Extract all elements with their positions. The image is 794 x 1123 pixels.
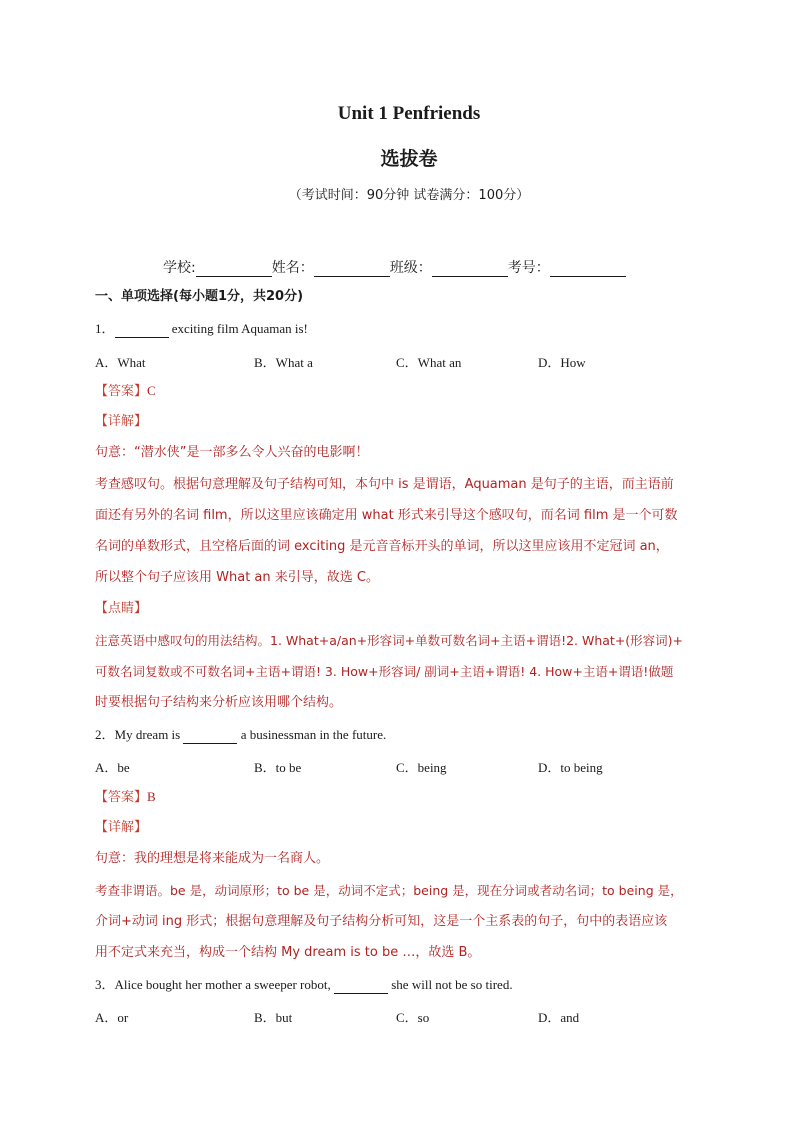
name-blank: [314, 262, 390, 277]
q2-option-d: D．to being: [538, 760, 603, 775]
exam-no-blank: [550, 262, 626, 277]
q2-detail-tag: 【详解】: [95, 820, 148, 835]
q1-option-d: D．How: [538, 355, 586, 370]
q2-option-a: A．be: [95, 760, 130, 775]
q1-translation: 句意：“潜水侠”是一部多么令人兴奋的电影啊！: [95, 445, 369, 460]
q1-detail-tag: 【详解】: [95, 414, 148, 429]
class-blank: [432, 262, 508, 277]
q1-tip-line: 时要根据句子结构来分析应该用哪个结构。: [95, 695, 343, 710]
q1-tip-tag: 【点睛】: [95, 601, 148, 616]
answer-blank: [115, 324, 169, 338]
question-text: Alice bought her mother a sweeper robot,: [114, 977, 334, 992]
q2-explanation-line: 考查非谓语。be 是，动词原形；to be 是，动词不定式；being 是，现在分词或者动名词；to being 是，: [95, 883, 683, 898]
q2-explanation-line: 介词+动词 ing 形式；根据句意理解及句子结构分析可知，这是一个主系表的句子，句中的表语应该: [95, 914, 668, 929]
question-number: 2．: [95, 727, 115, 742]
school-blank: [196, 262, 272, 277]
answer-tag: 【答案】: [95, 790, 148, 805]
q1-option-b: B．What a: [254, 355, 313, 370]
q3-option-d: D．and: [538, 1010, 580, 1025]
question-text: exciting film Aquaman is!: [168, 321, 308, 336]
q2-option-b: B．to be: [254, 760, 302, 775]
question-1: [95, 320, 308, 338]
name-label: 姓名：: [271, 260, 314, 276]
question-2: [95, 726, 386, 744]
q2-option-c: C．being: [396, 760, 447, 775]
answer-tag: 【答案】: [95, 384, 148, 399]
answer-blank: [183, 730, 237, 744]
q1-explanation-line: 名词的单数形式，且空格后面的词 exciting 是元音音标开头的单词，所以这里应该用不定冠词 an，: [95, 539, 669, 554]
question-text: a businessman in the future.: [237, 727, 387, 742]
question-text: she will not be so tired.: [388, 977, 513, 992]
exam-time-info: （考试时间：90分钟 试卷满分：100分）: [288, 188, 530, 203]
q1-explanation-line: 所以整个句子应该用 What an 来引导，故选 C。: [95, 570, 379, 585]
q3-option-a: A．or: [95, 1010, 129, 1025]
page-title: Unit 1 Penfriends: [337, 103, 481, 124]
class-label: 班级：: [389, 260, 432, 276]
q1-option-c: C．What an: [396, 355, 462, 370]
q3-option-c: C．so: [396, 1010, 430, 1025]
school-label: 学校:: [163, 260, 196, 276]
answer-blank: [334, 980, 388, 994]
section-title: 一、单项选择(每小题1分，共20分): [95, 289, 304, 304]
q3-option-b: B．but: [254, 1010, 293, 1025]
q2-answer: [95, 788, 156, 807]
student-info-line: [163, 257, 626, 277]
q1-tip-line: 注意英语中感叹句的用法结构。1. What+a/an+形容词+单数可数名词+主语+谓语!2. What+(形容词)+: [95, 633, 684, 648]
page-subtitle: 选拔卷: [380, 148, 438, 170]
question-3: [95, 976, 513, 994]
q2-explanation-line: 用不定式来充当，构成一个结构 My dream is to be …，故选 B。: [95, 945, 481, 960]
answer-value: C: [147, 383, 156, 398]
question-number: 1．: [95, 321, 115, 336]
exam-no-label: 考号：: [507, 260, 550, 276]
answer-value: B: [147, 789, 156, 804]
q1-option-a: A．What: [95, 355, 146, 370]
q1-answer: [95, 382, 156, 401]
q2-translation: 句意：我的理想是将来能成为一名商人。: [95, 851, 330, 866]
question-number: 3．: [95, 977, 115, 992]
question-text: My dream is: [114, 727, 184, 742]
q1-explanation-line: 面还有另外的名词 film，所以这里应该确定用 what 形式来引导这个感叹句，而名词 film 是一个可数: [95, 508, 678, 523]
q1-tip-line: 可数名词复数或不可数名词+主语+谓语! 3. How+形容词/ 副词+主语+谓语! 4. How+主语+谓语!做题: [95, 664, 674, 679]
q1-explanation-line: 考查感叹句。根据句意理解及句子结构可知，本句中 is 是谓语，Aquaman 是句子的主语，而主语前: [95, 477, 674, 492]
